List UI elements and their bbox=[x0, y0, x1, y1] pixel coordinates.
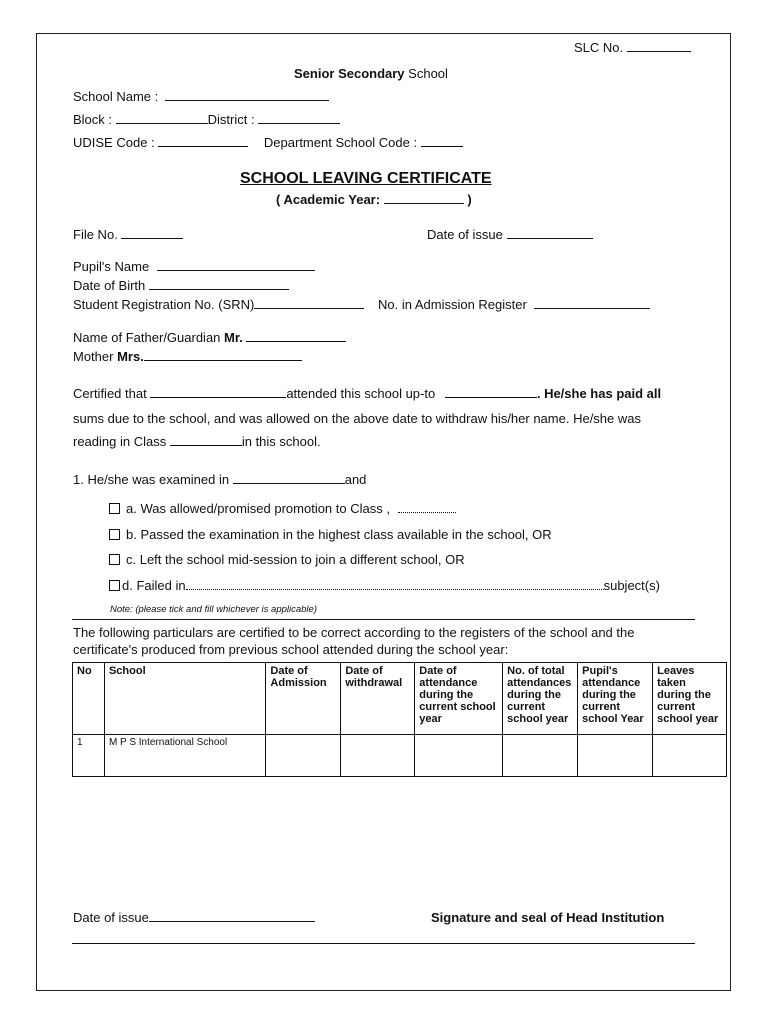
slc-no bbox=[574, 40, 691, 56]
footer-date-input[interactable] bbox=[149, 910, 315, 922]
mother-input[interactable] bbox=[144, 349, 302, 361]
academic-year bbox=[276, 192, 472, 208]
table-header-row bbox=[73, 663, 727, 735]
table-row bbox=[73, 735, 727, 777]
udise-row bbox=[73, 135, 463, 151]
footer-date-row bbox=[73, 910, 315, 926]
col-header-school: School bbox=[104, 663, 265, 735]
col-header-withdrawal: Date of withdrawal bbox=[341, 663, 415, 735]
dept-code-input[interactable] bbox=[421, 135, 463, 147]
col-header-admission: Date of Admission bbox=[266, 663, 341, 735]
dob-row bbox=[73, 278, 289, 294]
option-a-class-input[interactable] bbox=[398, 501, 456, 513]
exam-intro-label: 1. He/she was examined in bbox=[73, 472, 230, 487]
pupil-name-row bbox=[73, 259, 315, 275]
option-d bbox=[109, 578, 660, 594]
pupil-name-label: Pupil's Name bbox=[73, 259, 150, 274]
udise-label: UDISE Code : bbox=[73, 135, 155, 150]
exam-note: Note: (please tick and fill whichever is applicable) bbox=[110, 604, 317, 615]
attendance-table bbox=[72, 662, 727, 777]
date-of-issue-label: Date of issue bbox=[427, 227, 503, 242]
father-prefix: Mr. bbox=[224, 330, 243, 345]
option-b bbox=[109, 527, 552, 543]
certificate-title: SCHOOL LEAVING CERTIFICATE bbox=[240, 170, 492, 187]
academic-year-close: ) bbox=[467, 192, 472, 207]
cell-school: M P S International School bbox=[104, 735, 265, 777]
option-b-checkbox[interactable] bbox=[109, 529, 120, 540]
father-input[interactable] bbox=[246, 330, 346, 342]
exam-intro bbox=[73, 472, 366, 488]
exam-and-label: and bbox=[344, 472, 367, 487]
father-label: Name of Father/Guardian bbox=[73, 330, 221, 345]
block-label: Block : bbox=[73, 112, 113, 127]
mother-label: Mother bbox=[73, 349, 114, 364]
date-of-issue-row bbox=[427, 227, 593, 243]
mother-row bbox=[73, 349, 302, 365]
district-label: District : bbox=[207, 112, 255, 127]
option-d-label: d. Failed in bbox=[122, 578, 186, 593]
option-a-label: a. Was allowed/promised promotion to Class , bbox=[126, 501, 390, 516]
cell-leaves[interactable] bbox=[653, 735, 727, 777]
father-row bbox=[73, 330, 346, 346]
footer-date-label: Date of issue bbox=[73, 910, 149, 925]
col-header-no: No bbox=[73, 663, 105, 735]
cert-certified-label: Certified that bbox=[73, 386, 147, 401]
cell-withdrawal[interactable] bbox=[341, 735, 415, 777]
school-name-label: School Name : bbox=[73, 89, 159, 104]
slc-input[interactable] bbox=[627, 40, 691, 52]
cert-name-input[interactable] bbox=[150, 386, 286, 398]
option-d-subjects-label: subject(s) bbox=[603, 578, 660, 593]
option-c-label: c. Left the school mid-session to join a different school, OR bbox=[126, 552, 465, 567]
admission-no-input[interactable] bbox=[534, 297, 650, 309]
cert-line-2: sums due to the school, and was allowed on the above date to withdraw his/her name. He/she was bbox=[73, 411, 641, 426]
file-no-row bbox=[73, 227, 183, 243]
cell-total-attendances[interactable] bbox=[503, 735, 578, 777]
cert-line-3 bbox=[73, 434, 321, 450]
cell-attendance-date[interactable] bbox=[415, 735, 503, 777]
cert-paid-label: . He/she has paid all bbox=[536, 386, 662, 401]
cell-no: 1 bbox=[73, 735, 105, 777]
dob-label: Date of Birth bbox=[73, 278, 146, 293]
school-type bbox=[294, 66, 448, 82]
cert-school-label: in this school. bbox=[241, 434, 321, 449]
school-type-bold: Senior Secondary bbox=[294, 66, 405, 81]
option-c-checkbox[interactable] bbox=[109, 554, 120, 565]
col-header-leaves: Leaves taken during the current school year bbox=[653, 663, 727, 735]
pupil-name-input[interactable] bbox=[157, 259, 315, 271]
option-a bbox=[109, 501, 456, 517]
academic-year-input[interactable] bbox=[384, 192, 464, 204]
option-d-subjects-input[interactable] bbox=[186, 578, 604, 590]
signature-label: Signature and seal of Head Institution bbox=[431, 910, 665, 925]
cert-line-1 bbox=[73, 386, 661, 402]
section-divider bbox=[72, 619, 695, 620]
date-of-issue-input[interactable] bbox=[507, 227, 593, 239]
udise-input[interactable] bbox=[158, 135, 248, 147]
option-c bbox=[109, 552, 465, 568]
cert-upto-input[interactable] bbox=[445, 386, 537, 398]
particulars-line-2: certificate's produced from previous school attended during the school year: bbox=[73, 642, 509, 657]
exam-subject-input[interactable] bbox=[233, 472, 345, 484]
file-no-input[interactable] bbox=[121, 227, 183, 239]
dob-input[interactable] bbox=[149, 278, 289, 290]
option-d-checkbox[interactable] bbox=[109, 580, 120, 591]
col-header-total-attendances: No. of total attendances during the current school year bbox=[503, 663, 578, 735]
mother-prefix: Mrs. bbox=[117, 349, 144, 364]
block-district-row bbox=[73, 112, 340, 128]
footer-rule bbox=[72, 943, 695, 944]
option-a-checkbox[interactable] bbox=[109, 503, 120, 514]
srn-input[interactable] bbox=[254, 297, 364, 309]
academic-year-label: ( Academic Year: bbox=[276, 192, 381, 207]
slc-label: SLC No. bbox=[574, 40, 624, 55]
block-input[interactable] bbox=[116, 112, 208, 124]
srn-row bbox=[73, 297, 650, 313]
col-header-pupil-attendance: Pupil's attendance during the current school Year bbox=[578, 663, 653, 735]
particulars-line-1: The following particulars are certified to be correct according to the registers of the school and the bbox=[73, 625, 635, 640]
school-name-input[interactable] bbox=[165, 89, 329, 101]
option-b-label: b. Passed the examination in the highest class available in the school, OR bbox=[126, 527, 552, 542]
cell-admission[interactable] bbox=[266, 735, 341, 777]
dept-code-label: Department School Code : bbox=[263, 135, 418, 150]
cell-pupil-attendance[interactable] bbox=[578, 735, 653, 777]
cert-attended-label: attended this school up-to bbox=[286, 386, 436, 401]
file-no-label: File No. bbox=[73, 227, 118, 242]
district-input[interactable] bbox=[258, 112, 340, 124]
cert-class-label: reading in Class bbox=[73, 434, 167, 449]
cert-class-input[interactable] bbox=[170, 434, 242, 446]
admission-no-label: No. in Admission Register bbox=[377, 297, 527, 312]
school-type-rest: School bbox=[408, 66, 448, 81]
col-header-attendance-date: Date of attendance during the current school year bbox=[415, 663, 503, 735]
school-name-row bbox=[73, 89, 329, 105]
srn-label: Student Registration No. (SRN) bbox=[73, 297, 255, 312]
